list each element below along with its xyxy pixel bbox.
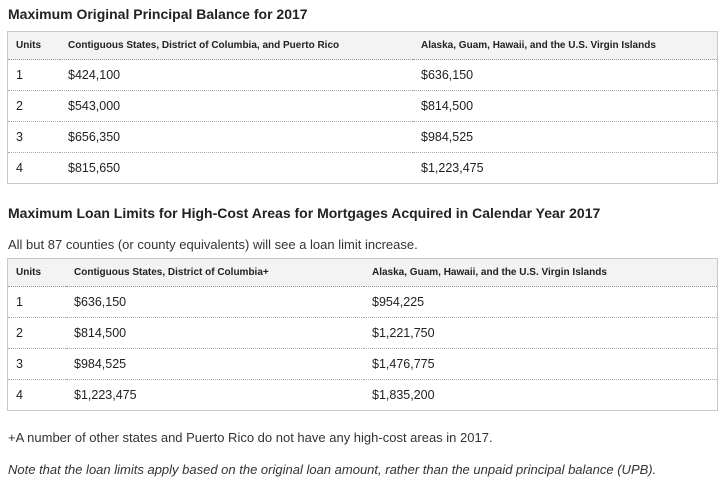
units-header: Units	[8, 259, 67, 287]
units-cell: 3	[8, 122, 61, 153]
table2-title: Maximum Loan Limits for High-Cost Areas for Mortgages Acquired in Calendar Year 2017	[8, 205, 601, 221]
contiguous-header: Contiguous States, District of Columbia, and Puerto Rico	[60, 32, 413, 60]
table-header-row	[8, 32, 718, 60]
table1-title: Maximum Original Principal Balance for 2017	[8, 6, 308, 22]
alaska-cell: $1,476,775	[364, 349, 718, 380]
units-cell: 1	[8, 287, 67, 318]
units-cell: 4	[16, 388, 23, 402]
footnote: +A number of other states and Puerto Rico do not have any high-cost areas in 2017.	[8, 430, 493, 445]
table-row	[8, 349, 718, 380]
table-row	[8, 91, 718, 122]
alaska-cell: $954,225	[364, 287, 718, 318]
alaska-header: Alaska, Guam, Hawaii, and the U.S. Virgin Islands	[413, 32, 718, 60]
principal-balance-table	[7, 31, 718, 184]
units-cell: 1	[8, 60, 61, 91]
alaska-cell: $1,835,200	[372, 388, 435, 402]
units-cell: 3	[8, 349, 67, 380]
contiguous-cell: $815,650	[68, 161, 121, 175]
contiguous-cell: $1,223,475	[74, 388, 137, 402]
contiguous-cell: $636,150	[66, 287, 364, 318]
table-row	[8, 122, 718, 153]
units-cell: 4	[16, 161, 23, 175]
table-row	[8, 380, 718, 411]
italic-note: Note that the loan limits apply based on the original loan amount, rather than the unpaid principal balance (UPB).	[8, 462, 657, 477]
alaska-header: Alaska, Guam, Hawaii, and the U.S. Virgin Islands	[364, 259, 718, 287]
table-row	[8, 318, 718, 349]
alaska-cell: $984,525	[413, 122, 718, 153]
table-row	[8, 153, 718, 184]
high-cost-limits-table	[7, 258, 718, 411]
table2-note: All but 87 counties (or county equivalents) will see a loan limit increase.	[8, 237, 418, 252]
contiguous-cell: $814,500	[66, 318, 364, 349]
alaska-cell: $1,223,475	[421, 161, 484, 175]
units-cell: 2	[8, 91, 61, 122]
units-cell: 2	[8, 318, 67, 349]
contiguous-cell: $424,100	[60, 60, 413, 91]
table-row	[8, 60, 718, 91]
alaska-cell: $1,221,750	[364, 318, 718, 349]
table-row	[8, 287, 718, 318]
contiguous-header: Contiguous States, District of Columbia+	[66, 259, 364, 287]
alaska-cell: $814,500	[413, 91, 718, 122]
contiguous-cell: $543,000	[60, 91, 413, 122]
units-header: Units	[8, 32, 61, 60]
contiguous-cell: $984,525	[66, 349, 364, 380]
alaska-cell: $636,150	[413, 60, 718, 91]
table-header-row	[8, 259, 718, 287]
contiguous-cell: $656,350	[60, 122, 413, 153]
